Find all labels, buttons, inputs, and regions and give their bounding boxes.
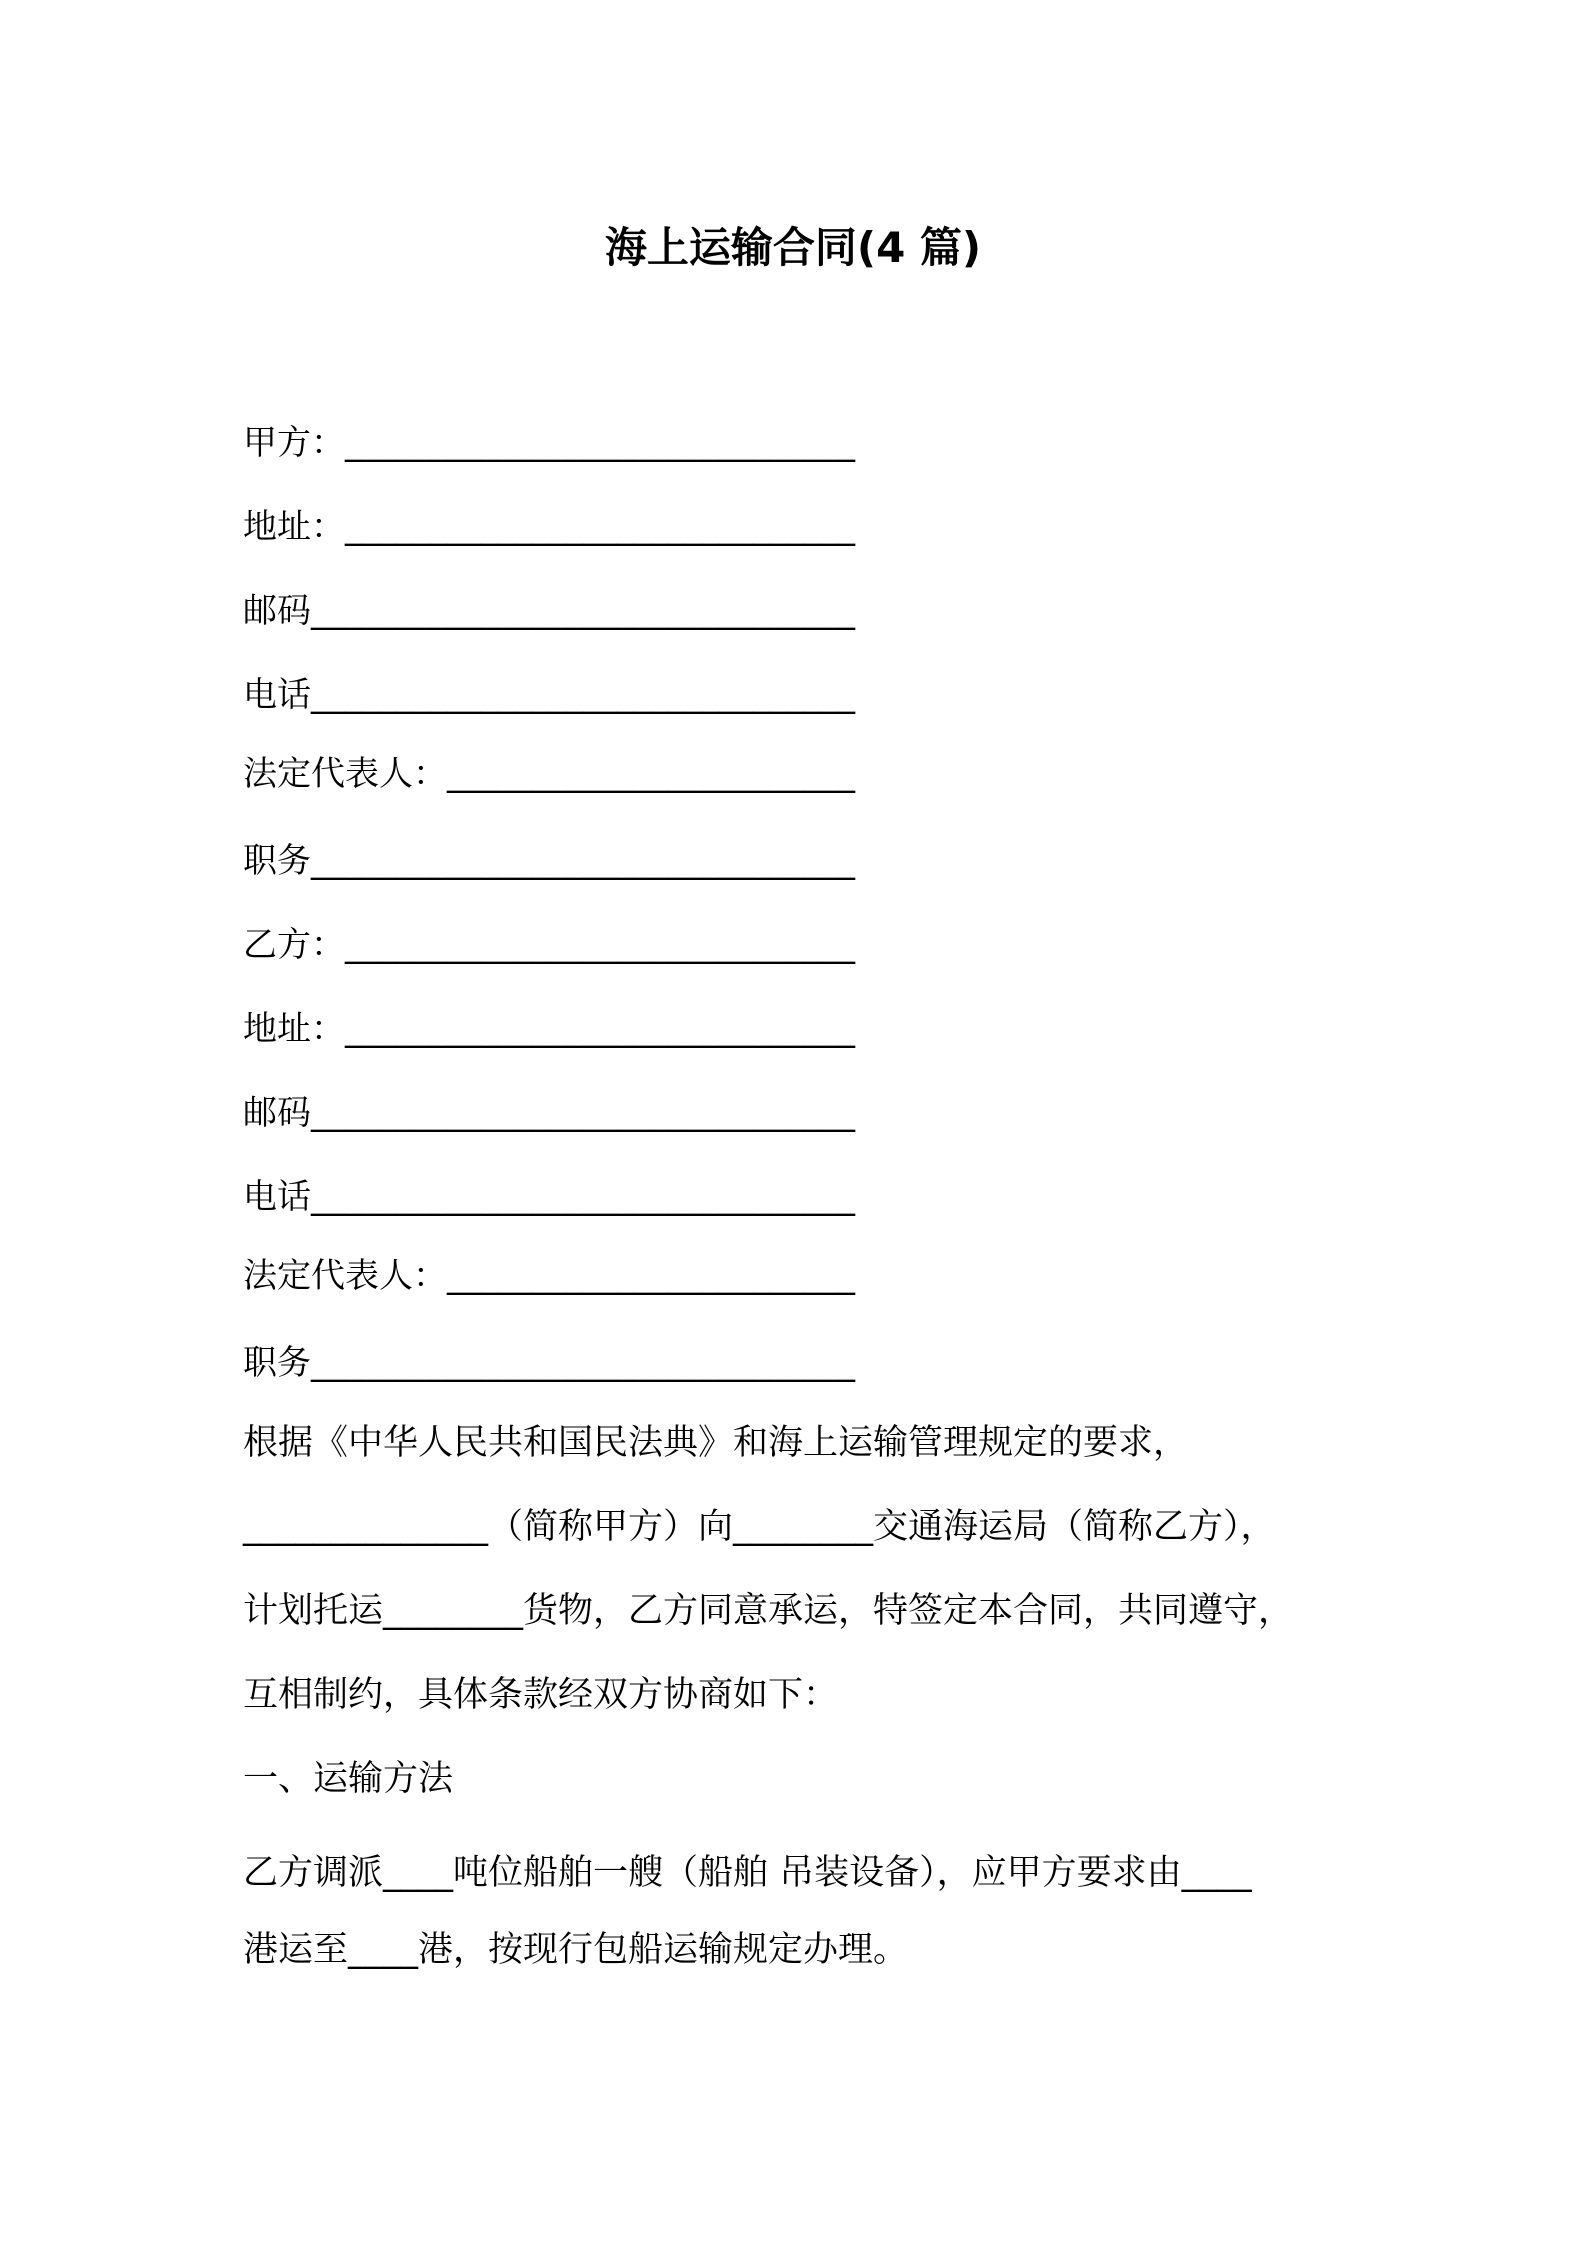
party-a-name-field: 甲方：______________________________: [243, 423, 855, 463]
preamble-line: 根据《中华人民共和国民法典》和海上运输管理规定的要求，: [243, 1423, 1189, 1463]
section-line: 乙方调派____吨位船舶一艘（船舶 吊装设备），应甲方要求由____: [243, 1853, 1252, 1893]
party-b-address-field: 地址：______________________________: [243, 1009, 855, 1049]
party-b-position-field: 职务________________________________: [243, 1343, 855, 1383]
preamble-line: ______________（简称甲方）向________交通海运局（简称乙方），: [243, 1507, 1276, 1547]
section-line: 港运至____港，按现行包船运输规定办理。: [243, 1930, 909, 1970]
party-b-name-field: 乙方：______________________________: [243, 925, 855, 965]
party-b-legal-rep-field: 法定代表人：________________________: [243, 1256, 855, 1296]
preamble-line: 互相制约，具体条款经双方协商如下：: [243, 1675, 839, 1715]
party-a-legal-rep-field: 法定代表人：________________________: [243, 754, 855, 794]
party-a-postcode-field: 邮码________________________________: [243, 591, 855, 631]
party-b-postcode-field: 邮码________________________________: [243, 1093, 855, 1133]
party-a-address-field: 地址：______________________________: [243, 507, 855, 547]
party-a-position-field: 职务________________________________: [243, 841, 855, 881]
section-heading: 一、运输方法: [243, 1759, 454, 1799]
preamble-line: 计划托运________货物，乙方同意承运，特签定本合同，共同遵守，: [243, 1591, 1294, 1631]
party-a-phone-field: 电话________________________________: [243, 675, 855, 715]
party-b-phone-field: 电话________________________________: [243, 1177, 855, 1217]
document-title: 海上运输合同(4 篇): [604, 223, 982, 272]
